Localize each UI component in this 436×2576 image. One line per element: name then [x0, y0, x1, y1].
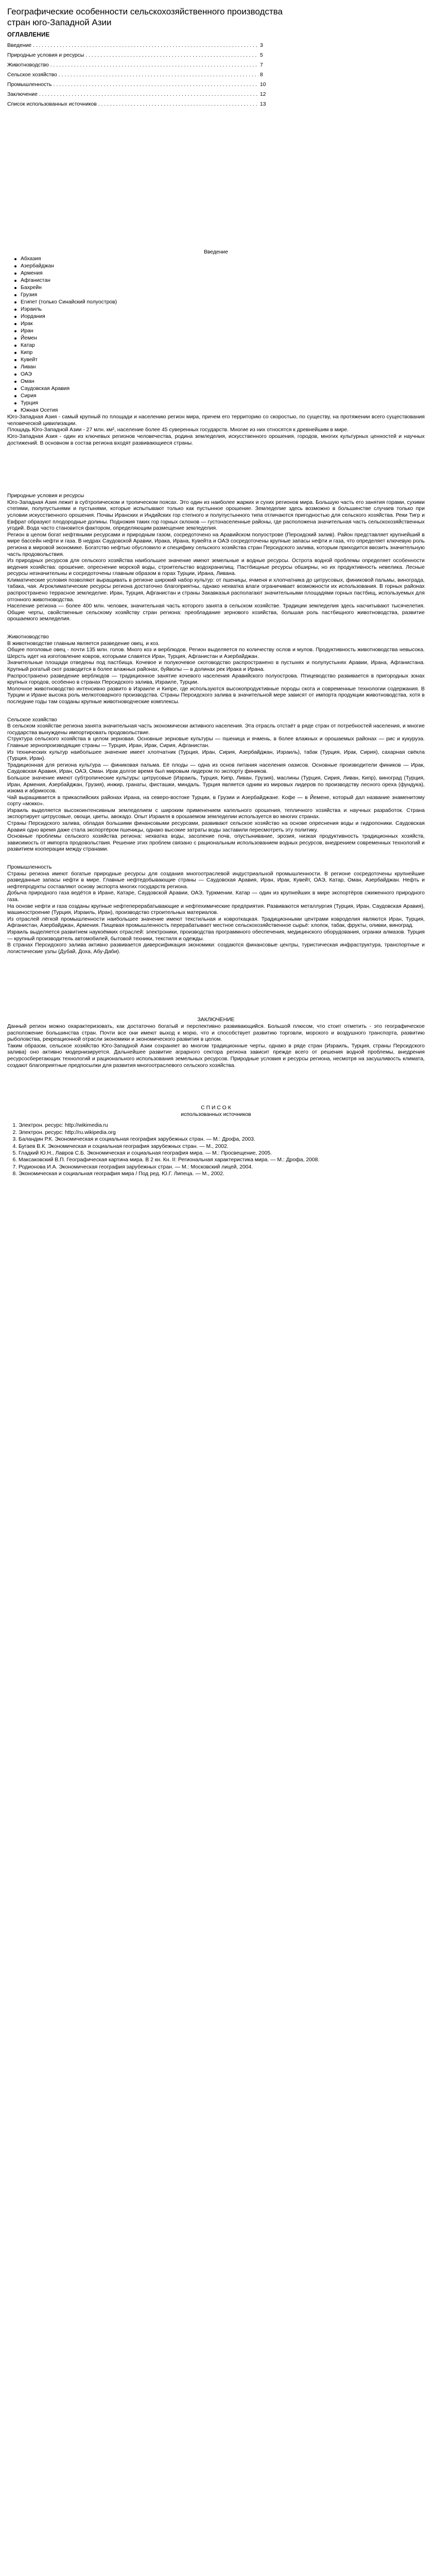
sources-list	[7, 1122, 425, 1177]
source-item: 2. Электрон. ресурс: http://ru.wikipedia.org	[19, 1129, 425, 1136]
paragraph: Население региона — более 400 млн. человек, значительная часть которого занята в сельском хозяйстве. Традиции земледелия здесь насчитывают тысячелетия. Общие черты, свойственные сельскому хозяйству стран региона: преобладание зернового хозяйства, большая роль пастбищного животноводства, развитие орошаемого земледелия.	[7, 603, 425, 622]
toc-item-label: Введение	[7, 42, 32, 48]
country-list-item: Саудовская Аравия	[14, 385, 425, 393]
document-title: Географические особенности сельскохозяйственного производства стран юго-Западной Азии	[7, 7, 283, 27]
country-list-item: Ирак	[14, 320, 425, 328]
paragraph: Основные проблемы сельского хозяйства региона: нехватка воды, засоление почв, опустынивание, эрозия, низкая продуктивность традиционных хозяйств, зависимость от импорта продовольствия. Решение этих проблем связано с рациональным использованием водных ресурсов, внедрением современных технологий и развитием кооперации между странами.	[7, 834, 425, 853]
toc-item-page: 13	[260, 101, 266, 107]
toc-leader-dots	[50, 60, 258, 70]
nature-body	[7, 500, 425, 623]
country-list-item: Ливан	[14, 364, 425, 371]
toc-item[interactable]	[7, 70, 267, 80]
section-heading-nature: Природные условия и ресурсы	[7, 493, 84, 499]
country-list-item: Кувейт	[14, 357, 425, 364]
country-list-item: Иордания	[14, 313, 425, 320]
paragraph: Данный регион можно охарактеризовать, как достаточно богатый и перспективно развивающийся. Большой плюсом, что стоит отметить - это географическое расположение большинства стран. Почти все они имеют выход к морю, что и способствует развитию торговли, морского и воздушного транспорта, развитию рыболовства, рекреационной отрасли экономики и экономического развития в целом.	[7, 1023, 425, 1043]
toc-item[interactable]	[7, 99, 267, 109]
paragraph: Значительные площади отведены под пастбища. Кочевое и полукочевое скотоводство распространено в пустынях и полупустынях Аравии, Ирана, Афганистана. Крупный рогатый скот разводится в более влажных районах, буйволы — в долинах рек Ирака и Ирана.	[7, 660, 425, 672]
toc-item-label: Промышленность	[7, 81, 52, 88]
paragraph: Из технических культур наибольшее значение имеет хлопчатник (Турция, Иран, Сирия, Азербайджан, Израиль), табак (Турция, Ирак, Сирия), сахарная свёкла (Турция, Иран).	[7, 749, 425, 762]
paragraph: Таким образом, сельское хозяйство Юго-Западной Азии сохраняет во многом традиционные черты, однако в ряде стран (Израиль, Турция, страны Персидского залива) оно активно модернизируется. Дальнейшее развитие аграрного сектора региона зависит прежде всего от решения водной проблемы, внедрения ресурсосберегающих технологий и рационального использования земельных ресурсов. Природные условия и ресурсы региона, несмотря на засушливость климата, создают благоприятные предпосылки для развития многоотраслевого сельского хозяйства.	[7, 1043, 425, 1069]
country-list-item: Катар	[14, 342, 425, 349]
section-heading-conclusion: ЗАКЛЮЧЕНИЕ	[197, 1017, 235, 1023]
paragraph: Молочное животноводство интенсивно развито в Израиле и Кипре, где используются высокопродуктивные породы скота и современные технологии содержания. В Турции и Иране высока роль мелкотоварного производства. Страны Персидского залива в значительной мере зависят от импорта продукции животноводства, хотя в последние годы там созданы крупные животноводческие комплексы.	[7, 686, 425, 705]
source-item: 7. Родионова И.А. Экономическая география зарубежных стран. — М.: Московский лицей, 2004.	[19, 1164, 425, 1171]
section-heading-livestock: Животноводство	[7, 634, 49, 640]
toc-leader-dots	[33, 41, 258, 50]
country-list-item: Египет (только Синайский полуостров)	[14, 299, 425, 306]
toc-heading: ОГЛАВЛЕНИЕ	[7, 32, 50, 38]
paragraph: Распространено разведение верблюдов — традиционное занятие кочевого населения Аравийского полуострова. Птицеводство развивается в пригородных зонах крупных городов, особенно в странах Персидского залива, Израиле, Турции.	[7, 673, 425, 686]
paragraph: Структура сельского хозяйства в целом зерновая. Основные зерновые культуры — пшеница и ячмень, в более влажных и орошаемых районах — рис и кукуруза. Главные зернопроизводящие страны — Турция, Иран, Ирак, Сирия, Афганистан.	[7, 736, 425, 749]
paragraph: Площадь Юго-Западной Азии - 27 млн. км², население более 45 суверенных государств. Многие из них относятся к древнейшим в мире.	[7, 427, 349, 433]
section-heading-agriculture: Сельское хозяйство	[7, 717, 57, 723]
paragraph: Юго-Западная Азия - самый крупный по площади и населению регион мира, причем его территорию со скоростью, по существу, на протяжении всего существования человеческой цивилизации.	[7, 414, 425, 427]
toc-leader-dots	[53, 80, 258, 90]
toc-item-page: 10	[260, 81, 266, 88]
country-list	[7, 256, 425, 414]
country-list-item: Йемен	[14, 335, 425, 342]
toc-item-label: Животноводство	[7, 62, 49, 68]
paragraph: Из природных ресурсов для сельского хозяйства наибольшее значение имеют земельные и водные ресурсы. Острота водной проблемы определяет особенности ведения хозяйства: орошение, опреснение морской воды, строительство водохранилищ. Пастбищные ресурсы обширны, но их продуктивность невелика. Лесные ресурсы незначительны и сосредоточены главным образом в горах Турции, Ирана, Ливана.	[7, 558, 425, 577]
livestock-body	[7, 641, 425, 706]
table-of-contents	[7, 41, 425, 109]
toc-leader-dots	[59, 70, 258, 80]
paragraph: Израиль выделяется развитием наукоёмких отраслей: электроники, производства программного обеспечения, медицинского оборудования, огранки алмазов. Турция — крупный производитель автомобилей, бытовой техники, текстиля и одежды.	[7, 929, 425, 942]
source-item: 6. Максаковский В.П. Географическая картина мира. В 2 кн. Кн. II: Региональная характеристика мира. — М.: Дрофа, 2008.	[19, 1157, 425, 1163]
paragraph: Страны региона имеют богатые природные ресурсы для создания многоотраслевой индустриальной промышленности. В регионе сосредоточены крупнейшие разведанные запасы нефти в мире. Главные нефтедобывающие страны — Саудовская Аравия, Иран, Ирак, Кувейт, ОАЭ, Катар, Оман, Азербайджан. Нефть и нефтепродукты составляют основу экспорта многих государств региона.	[7, 871, 425, 890]
industry-body	[7, 871, 425, 956]
sources-heading: С П И С О К	[201, 1105, 231, 1111]
country-list-item: Иран	[14, 328, 425, 335]
paragraph: Израиль выделяется высокоинтенсивным земледелием с широким применением капельного орошения, тепличного хозяйства и научных разработок. Страна экспортирует цитрусовые, овощи, цветы, авокадо. Опыт Израиля в орошаемом земледелии используется во многих странах.	[7, 807, 425, 820]
source-item: 1. Электрон. ресурс: http://wikimedia.ru	[19, 1122, 425, 1129]
country-list-item: ОАЭ	[14, 371, 425, 378]
paragraph: Из отраслей лёгкой промышленности наибольшее значение имеют текстильная и ковроткацкая. Традиционными центрами ковроделия являются Иран, Турция, Афганистан, Азербайджан, Армения. Пищевая промышленность перерабатывает местное сельскохозяйственное сырьё: хлопок, табак, фрукты, оливки, виноград.	[7, 916, 425, 929]
country-list-item: Бахрейн	[14, 284, 425, 292]
toc-item-page: 5	[260, 52, 263, 58]
country-list-item: Абхазия	[14, 256, 425, 263]
country-list-item: Кипр	[14, 349, 425, 357]
paragraph: Большое значение имеют субтропические культуры: цитрусовые (Израиль, Турция, Кипр, Ливан, Грузия), маслины (Турция, Сирия, Ливан, Кипр), виноград (Турция, Иран, Армения, Азербайджан, Грузия), инжир, гранаты, фисташки, миндаль. Турция является одним из мировых лидеров по производству лесного ореха (фундука), изюма и абрикосов.	[7, 775, 425, 794]
toc-item-label: Сельское хозяйство	[7, 72, 57, 78]
paragraph: Юго-Западная Азия лежит в субтропическом и тропическом поясах. Это один из наиболее жарких и сухих регионов мира. Большую часть его занятия горами, сухими степями, полупустынями и пустынями, которые испытывают только как пустынное орошение. Земледелие здесь возможно в большинстве случаев только при условии искусственного орошения. Почвы Иранских и Индийских гор степного и полупустынного типа отличаются пригодностью для сельского хозяйства. Реки Тигр и Евфрат образуют плодородные долины. Подножия таких гор горных склонов — густонаселенные районы, где расположена значительная часть сельскохозяйственных угодий. Вода часто становится фактором, определяющим размещение земледелия.	[7, 499, 425, 532]
country-list-item: Сирия	[14, 393, 425, 400]
toc-leader-dots	[85, 50, 258, 60]
paragraph: В сельском хозяйстве региона занята значительная часть экономически активного населения. Эта отрасль отстаёт в ряде стран от потребностей населения, и многие государства вынуждены импортировать продовольствие.	[7, 723, 425, 736]
toc-item[interactable]	[7, 60, 267, 70]
paragraph: Регион в целом богат нефтяными ресурсами и природным газом, сосредоточено на Аравийском полуострове (Персидский залив). Район представляет крупнейший в мире бассейн нефти и газа. В недрах Саудовской Аравии, Ирака, Ирана, Кувейта и ОАЭ сосредоточены крупные запасы нефти и газа, что определяет ключевую роль региона в мировой экономике. Богатство нефтью обусловило и специфику сельского хозяйства стран Персидского залива, которым приходится ввозить значительную часть продовольствия.	[7, 532, 425, 557]
paragraph: Традиционная для региона культура — финиковая пальма. Её плоды — одна из основ питания населения оазисов. Основные производители фиников — Ирак, Саудовская Аравия, Иран, ОАЭ, Оман. Ирак долгое время был мировым лидером по экспорту фиников.	[7, 762, 425, 775]
toc-item[interactable]	[7, 50, 267, 60]
sources-subheading: использованных источников	[181, 1111, 251, 1117]
toc-leader-dots	[98, 99, 258, 109]
country-list-item: Оман	[14, 378, 425, 385]
section-heading-industry: Промышленность	[7, 865, 52, 871]
source-item: 3. Баландин Р.К. Экономическая и социальная география зарубежных стран. — М.: Дрофа, 2003.	[19, 1136, 425, 1143]
toc-item[interactable]	[7, 80, 267, 90]
toc-item-page: 12	[260, 91, 266, 97]
toc-item[interactable]	[7, 41, 267, 50]
country-list-item: Израиль	[14, 306, 425, 313]
toc-item-page: 7	[260, 62, 263, 68]
toc-item[interactable]	[7, 90, 267, 99]
conclusion-body	[7, 1024, 425, 1069]
paragraph: Чай выращивается в прикаспийских районах Ирана, на северо-востоке Турции, в Грузии и Азербайджане. Кофе — в Йемене, который дал название знаменитому сорту «мокко».	[7, 794, 425, 807]
agriculture-body	[7, 723, 425, 853]
country-list-item: Афганистан	[14, 277, 425, 284]
source-item: 4. Бугаев В.К. Экономическая и социальная география зарубежных стран. — М., 2002.	[19, 1143, 425, 1150]
country-list-item: Азербайджан	[14, 263, 425, 270]
paragraph: Добыча природного газа ведётся в Иране, Катаре, Саудовской Аравии, ОАЭ, Туркмении. Катар — один из крупнейших в мире экспортёров сжиженного природного газа.	[7, 890, 425, 903]
country-list-item: Южная Осетия	[14, 407, 425, 414]
paragraph: Юго-Западная Азия - один из ключевых регионов человечества, родина земледелия, искусственного орошения, городов, многих культурных ценностей и научных достижений. В основном в состав региона входят развивающиеся страны.	[7, 433, 425, 446]
country-list-item: Грузия	[14, 292, 425, 299]
source-item: 8. Экономическая и социальная география мира / Под ред. Ю.Г. Липеца. — М., 2002.	[19, 1171, 425, 1177]
paragraph: Климатические условия позволяют выращивать в регионе широкий набор культур: от пшеницы, ячменя и хлопчатника до цитрусовых, финиковой пальмы, винограда, табака, чая. Агроклиматические ресурсы региона достаточно благоприятны, однако нехватка влаги ограничивает возможности их использования. В горных районах распространено террасное земледелие. Иран, Турция, Афганистан и страны Закавказья располагают значительными площадями горных пастбищ, используемых для отгонного животноводства.	[7, 577, 425, 603]
toc-item-page: 8	[260, 72, 263, 78]
toc-leader-dots	[39, 90, 258, 99]
toc-item-label: Список использованных источников	[7, 101, 97, 107]
paragraph: Страны Персидского залива, обладая большими финансовыми ресурсами, развивают сельское хозяйство на основе опреснения воды и гидропоники. Саудовская Аравия одно время даже стала экспортёром пшеницы, однако высокие затраты воды заставили пересмотреть эту политику.	[7, 821, 425, 833]
country-list-item: Турция	[14, 400, 425, 407]
toc-item-page: 3	[260, 42, 263, 48]
toc-item-label: Заключение	[7, 91, 38, 97]
paragraph: В странах Персидского залива активно развивается диверсификация экономики: создаются финансовые центры, туристическая инфраструктура, транспортные и логистические узлы (Дубай, Доха, Абу-Даби).	[7, 942, 425, 955]
country-list-item: Армения	[14, 270, 425, 277]
paragraph: Общее поголовье овец - почти 135 млн. голов. Много коз и верблюдов. Регион выделяется по количеству ослов и мулов. Продуктивность животноводства невысока. Шерсть идет на изготовление ковров, которыми славятся Иран, Турция, Афганистан и Азербайджан.	[7, 647, 425, 659]
intro-body	[7, 414, 425, 447]
paragraph: В животноводстве главным является разведение овец, и коз.	[7, 640, 160, 647]
paragraph: На основе нефти и газа созданы крупные нефтеперерабатывающие и нефтехимические предприятия. Развиваются металлургия (Турция, Иран, Саудовская Аравия), машиностроение (Турция, Израиль, Иран), производство строительных материалов.	[7, 903, 425, 916]
source-item: 5. Гладкий Ю.Н., Лавров С.Б. Экономическая и социальная география мира. — М.: Просвещение, 2005.	[19, 1150, 425, 1157]
toc-item-label: Природные условия и ресурсы	[7, 52, 84, 58]
section-heading-intro: Введение	[203, 249, 229, 255]
